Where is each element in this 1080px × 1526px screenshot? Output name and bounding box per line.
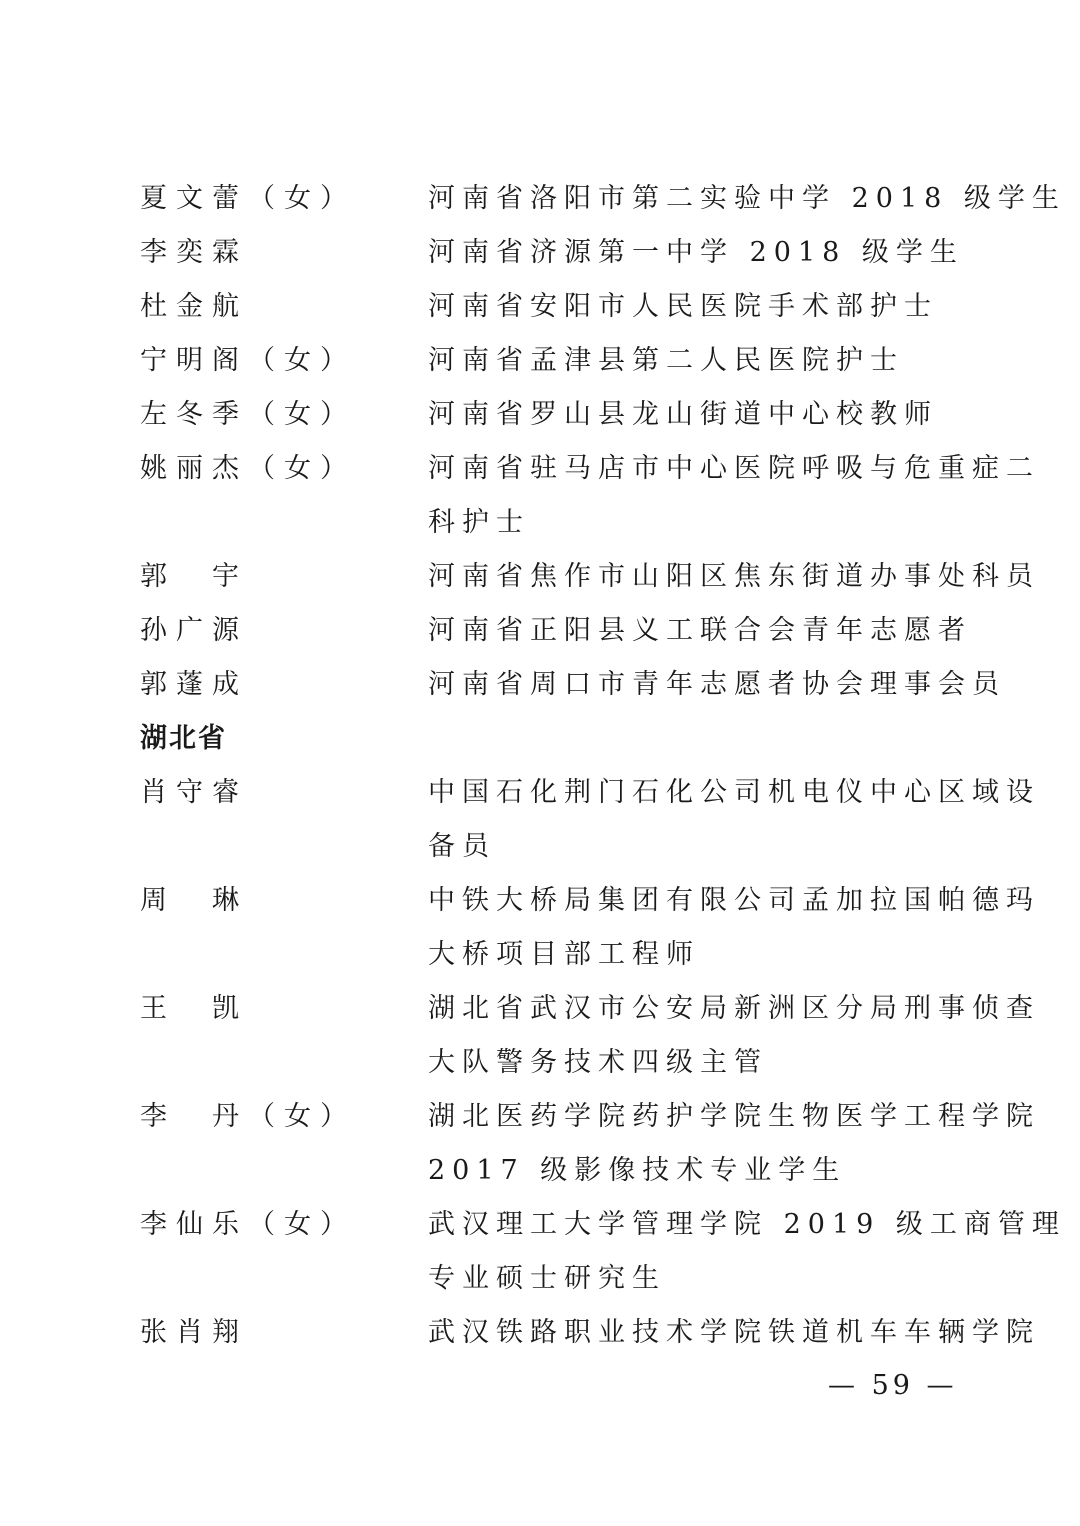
list-item xyxy=(140,1306,1040,1360)
honoree-affiliation-continued: 大队警务技术四级主管 xyxy=(428,1047,768,1078)
honoree-name: 姚丽杰（女） xyxy=(140,453,356,484)
honoree-affiliation: 武汉铁路职业技术学院铁道机车车辆学院 xyxy=(428,1317,1040,1348)
honoree-affiliation: 河南省济源第一中学 2018 级学生 xyxy=(428,237,964,268)
honoree-name: 夏文蕾（女） xyxy=(140,183,356,214)
honoree-affiliation: 河南省周口市青年志愿者协会理事会员 xyxy=(428,669,1006,700)
list-item xyxy=(140,388,940,442)
honoree-name: 左冬季（女） xyxy=(140,399,356,430)
list-item-continuation xyxy=(140,1252,940,1306)
section-heading-row xyxy=(140,712,940,766)
honoree-affiliation: 中铁大桥局集团有限公司孟加拉国帕德玛 xyxy=(428,885,1040,916)
honoree-affiliation: 河南省罗山县龙山街道中心校教师 xyxy=(428,399,938,430)
honoree-affiliation: 河南省驻马店市中心医院呼吸与危重症二 xyxy=(428,453,1040,484)
honoree-name: 李 丹（女） xyxy=(140,1101,356,1132)
list-item xyxy=(140,766,1040,820)
honoree-affiliation: 河南省焦作市山阳区焦东街道办事处科员 xyxy=(428,561,1040,592)
honoree-affiliation-continued: 2017 级影像技术专业学生 xyxy=(428,1155,847,1186)
list-item xyxy=(140,1090,1040,1144)
list-item-continuation xyxy=(140,1144,940,1198)
page-number: — 59 — xyxy=(828,1370,958,1401)
list-item xyxy=(140,550,1040,604)
honoree-affiliation: 武汉理工大学管理学院 2019 级工商管理 xyxy=(428,1209,1066,1240)
honoree-affiliation: 河南省孟津县第二人民医院护士 xyxy=(428,345,904,376)
honoree-affiliation-continued: 专业硕士研究生 xyxy=(428,1263,666,1294)
honoree-affiliation: 湖北医药学院药护学院生物医学工程学院 xyxy=(428,1101,1040,1132)
honoree-affiliation: 湖北省武汉市公安局新洲区分局刑事侦查 xyxy=(428,993,1040,1024)
honoree-name: 张肖翔 xyxy=(140,1317,248,1348)
honoree-affiliation-continued: 科护士 xyxy=(428,507,530,538)
list-item xyxy=(140,1198,1066,1252)
honoree-affiliation-continued: 备员 xyxy=(428,831,496,862)
honoree-affiliation: 中国石化荆门石化公司机电仪中心区域设 xyxy=(428,777,1040,808)
section-heading: 湖北省 xyxy=(140,723,227,754)
list-item-continuation xyxy=(140,928,940,982)
honoree-name: 杜金航 xyxy=(140,291,248,322)
honoree-name: 李奕霖 xyxy=(140,237,248,268)
honoree-affiliation: 河南省安阳市人民医院手术部护士 xyxy=(428,291,938,322)
list-item xyxy=(140,604,972,658)
list-item xyxy=(140,280,940,334)
list-item xyxy=(140,334,940,388)
honoree-name: 周 琳 xyxy=(140,885,248,916)
honoree-list xyxy=(140,172,1066,1360)
list-item-continuation xyxy=(140,1036,940,1090)
honoree-name: 郭 宇 xyxy=(140,561,248,592)
honoree-name: 肖守睿 xyxy=(140,777,248,808)
honoree-name: 郭蓬成 xyxy=(140,669,248,700)
list-item xyxy=(140,226,964,280)
list-item xyxy=(140,874,1040,928)
honoree-affiliation: 河南省正阳县义工联合会青年志愿者 xyxy=(428,615,972,646)
honoree-affiliation: 河南省洛阳市第二实验中学 2018 级学生 xyxy=(428,183,1066,214)
list-item xyxy=(140,172,1066,226)
list-item-continuation xyxy=(140,496,940,550)
honoree-name: 宁明阁（女） xyxy=(140,345,356,376)
list-item xyxy=(140,442,1040,496)
honoree-name: 李仙乐（女） xyxy=(140,1209,356,1240)
honoree-name: 王 凯 xyxy=(140,993,248,1024)
list-item-continuation xyxy=(140,820,940,874)
honoree-affiliation-continued: 大桥项目部工程师 xyxy=(428,939,700,970)
list-item xyxy=(140,982,1040,1036)
list-item xyxy=(140,658,1006,712)
honoree-name: 孙广源 xyxy=(140,615,248,646)
